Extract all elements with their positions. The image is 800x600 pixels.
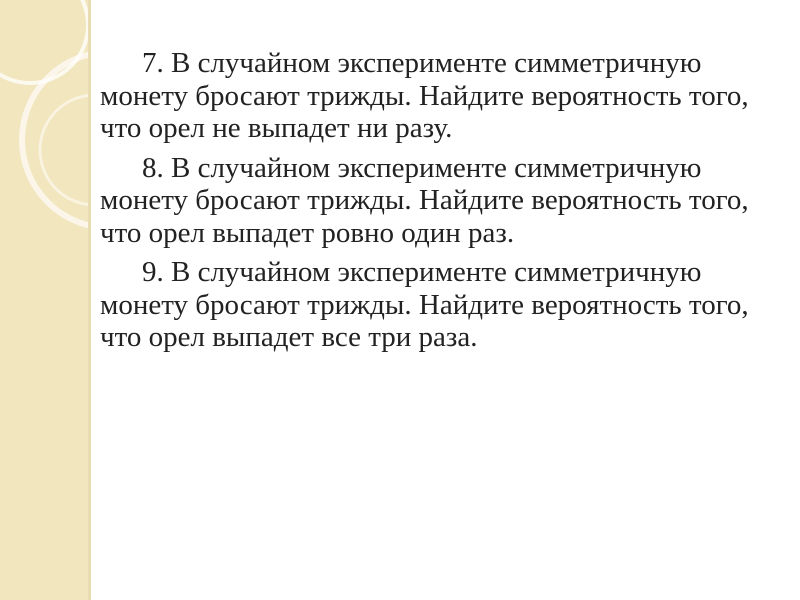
decorative-ring-inner [40,95,88,205]
decorative-arcs [0,0,88,600]
side-band-edge [88,0,91,600]
decorative-side-band [0,0,88,600]
problem-7-text: 7. В случайном эксперименте симметричную монету бросают трижды. Найдите вероятность того, что орел не выпадет ни разу. [100,47,749,144]
problem-9-text: 9. В случайном эксперименте симметричную монету бросают трижды. Найдите вероятность того, что орел выпадет все три раза. [100,256,749,353]
problem-list [100,47,780,361]
decorative-ring-top [0,0,88,83]
problem-8-text: 8. В случайном эксперименте симметричную монету бросают трижды. Найдите вероятность того, что орел выпадет ровно один раз. [100,151,749,249]
